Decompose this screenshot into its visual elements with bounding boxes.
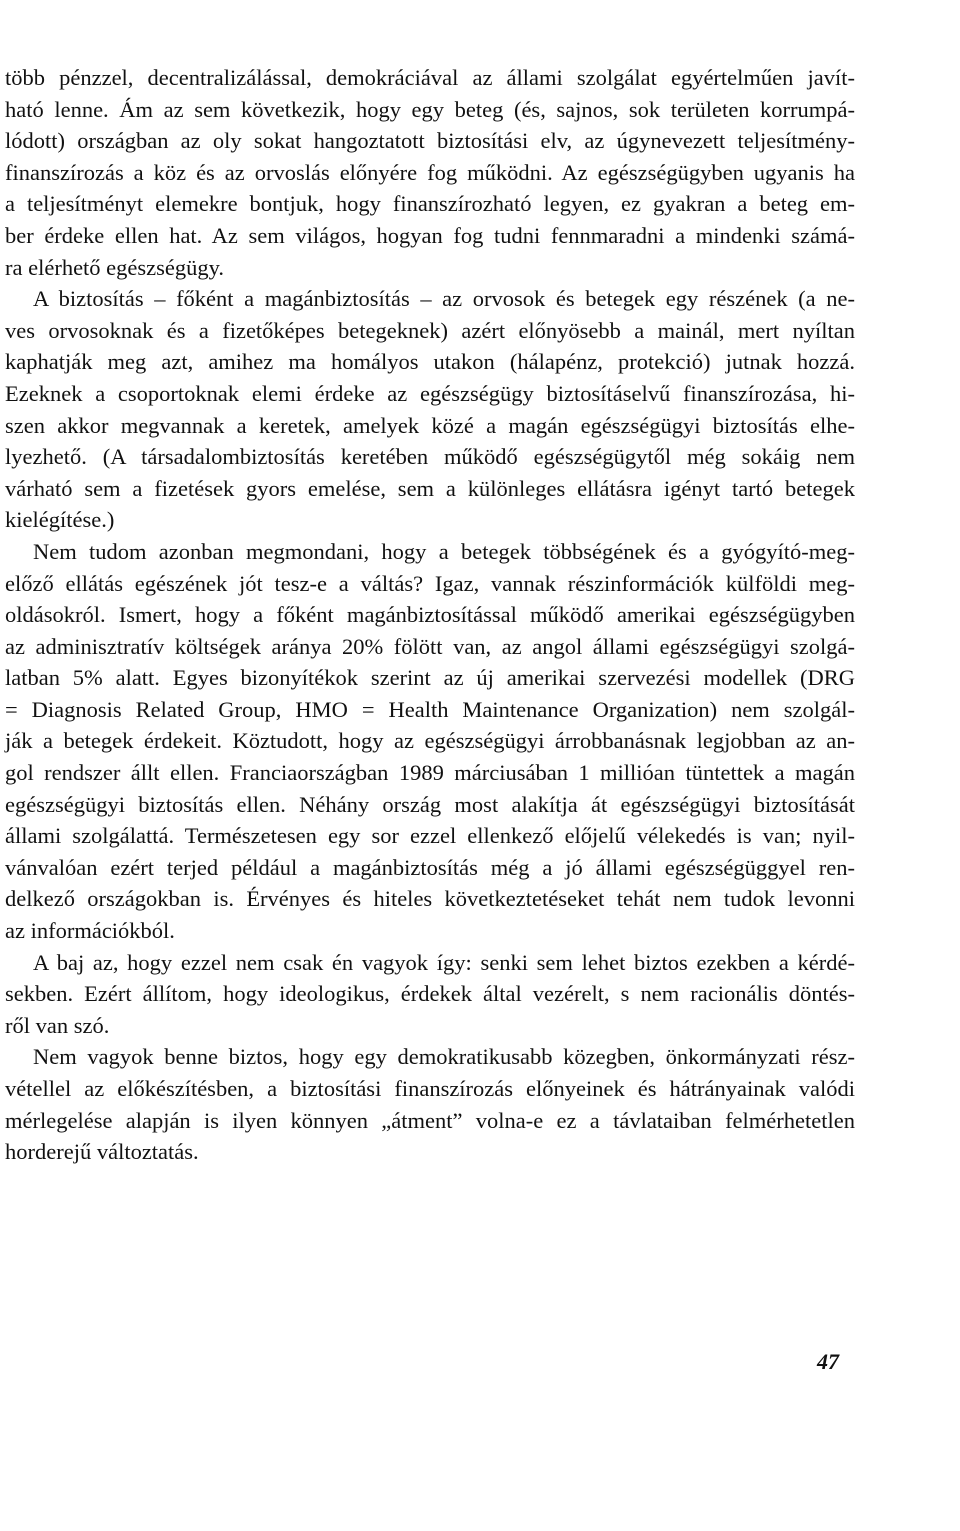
- text-line: oldásokról. Ismert, hogy a főként magánbiztosítással működő amerikai egészségügyben: [5, 602, 855, 628]
- text-line: kaphatják meg azt, amihez ma homályos utakon (hálapénz, protekció) jutnak hozzá.: [5, 349, 855, 375]
- text-line: ves orvosoknak és a fizetőképes betegeknek) azért előnyösebb a mainál, mert nyíltan: [5, 317, 855, 343]
- text-line: ják a betegek érdekeit. Köztudott, hogy az egészségügyi árrobbanásnak legjobban az an-: [5, 728, 855, 754]
- text-line: állami szolgálattá. Természetesen egy sor ezzel ellenkező előjelű vélekedés is van; nyil-: [5, 823, 855, 849]
- text-line: A biztosítás – főként a magánbiztosítás – az orvosok és betegek egy részének (a ne-: [33, 286, 855, 312]
- text-line: az adminisztratív költségek aránya 20% fölött van, az angol állami egészségügyi szolgá-: [5, 633, 855, 659]
- text-line: delkező országokban is. Érvényes és hiteles következtetéseket tehát nem tudok levonni: [5, 886, 855, 912]
- text-line: várható sem a fizetések gyors emelése, sem a különleges ellátásra igényt tartó betegek: [5, 475, 855, 501]
- text-line: kielégítése.): [5, 507, 115, 533]
- page-number: 47: [817, 1349, 839, 1374]
- text-line: sekben. Ezért állítom, hogy ideologikus, érdekek által vezérelt, s nem racionális döntés-: [5, 981, 855, 1007]
- text-line: = Diagnosis Related Group, HMO = Health Maintenance Organization) nem szolgál-: [5, 696, 855, 722]
- text-line: ra elérhető egészségügy.: [5, 254, 225, 280]
- text-line: ható lenne. Ám az sem következik, hogy egy beteg (és, sajnos, sok területen korrumpá-: [5, 96, 855, 122]
- text-line: előző ellátás egészének jót tesz-e a váltás? Igaz, vannak részinformációk külföldi meg-: [5, 570, 855, 596]
- text-line: lyezhető. (A társadalombiztosítás keretében működő egészségügytől még sokáig nem: [5, 444, 855, 470]
- text-line: vánvalóan ezért terjed például a magánbiztosítás még a jó állami egészségüggyel ren-: [5, 854, 855, 880]
- text-line: lódott) országban az oly sokat hangoztatott biztosítási elv, az úgynevezett teljesítmény-: [5, 128, 855, 154]
- text-line: Ezeknek a csoportoknak elemi érdeke az egészségügy biztosításelvű finanszírozása, hi-: [5, 380, 855, 406]
- text-line: ről van szó.: [5, 1012, 110, 1038]
- text-line: vétellel az előkészítésben, a biztosítási finanszírozás előnyeinek és hátrányainak valódi: [5, 1076, 855, 1101]
- text-line: latban 5% alatt. Egyes bizonyítékok szerint az új amerikai szervezési modellek (DRG: [5, 665, 855, 691]
- body-text: [5, 62, 855, 1168]
- text-line: ber érdeke ellen hat. Az sem világos, hogyan fog tudni fennmaradni a mindenki számá-: [5, 222, 855, 248]
- text-line: Nem tudom azonban megmondani, hogy a betegek többségének és a gyógyító-meg-: [33, 538, 855, 564]
- text-line: gol rendszer állt ellen. Franciaországban 1989 márciusában 1 millióan tüntettek a magán: [5, 760, 855, 786]
- text-line: szen akkor megvannak a keretek, amelyek közé a magán egészségügyi biztosítás elhe-: [5, 412, 855, 438]
- text-line: mérlegelése alapján is ilyen könnyen „átment” volna-e ez a távlataiban felmérhetetlen: [5, 1107, 855, 1133]
- text-line: finanszírozás a köz és az orvoslás előnyére fog működni. Az egészségügyben ugyanis ha: [5, 159, 855, 185]
- text-line: több pénzzel, decentralizálással, demokráciával az állami szolgálat egyértelműen javít-: [5, 65, 855, 90]
- text-line: Nem vagyok benne biztos, hogy egy demokratikusabb közegben, önkormányzati rész-: [33, 1044, 855, 1070]
- text-line: A baj az, hogy ezzel nem csak én vagyok így: senki sem lehet biztos ezekben a kérdé-: [33, 949, 855, 975]
- text-line: horderejű változtatás.: [5, 1139, 199, 1165]
- text-line: az információkból.: [5, 918, 175, 944]
- text-line: egészségügyi biztosítás ellen. Néhány ország most alakítja át egészségügyi biztosítását: [5, 791, 855, 817]
- text-line: a teljesítményt elemekre bontjuk, hogy finanszírozható legyen, ez gyakran a beteg em-: [5, 191, 855, 217]
